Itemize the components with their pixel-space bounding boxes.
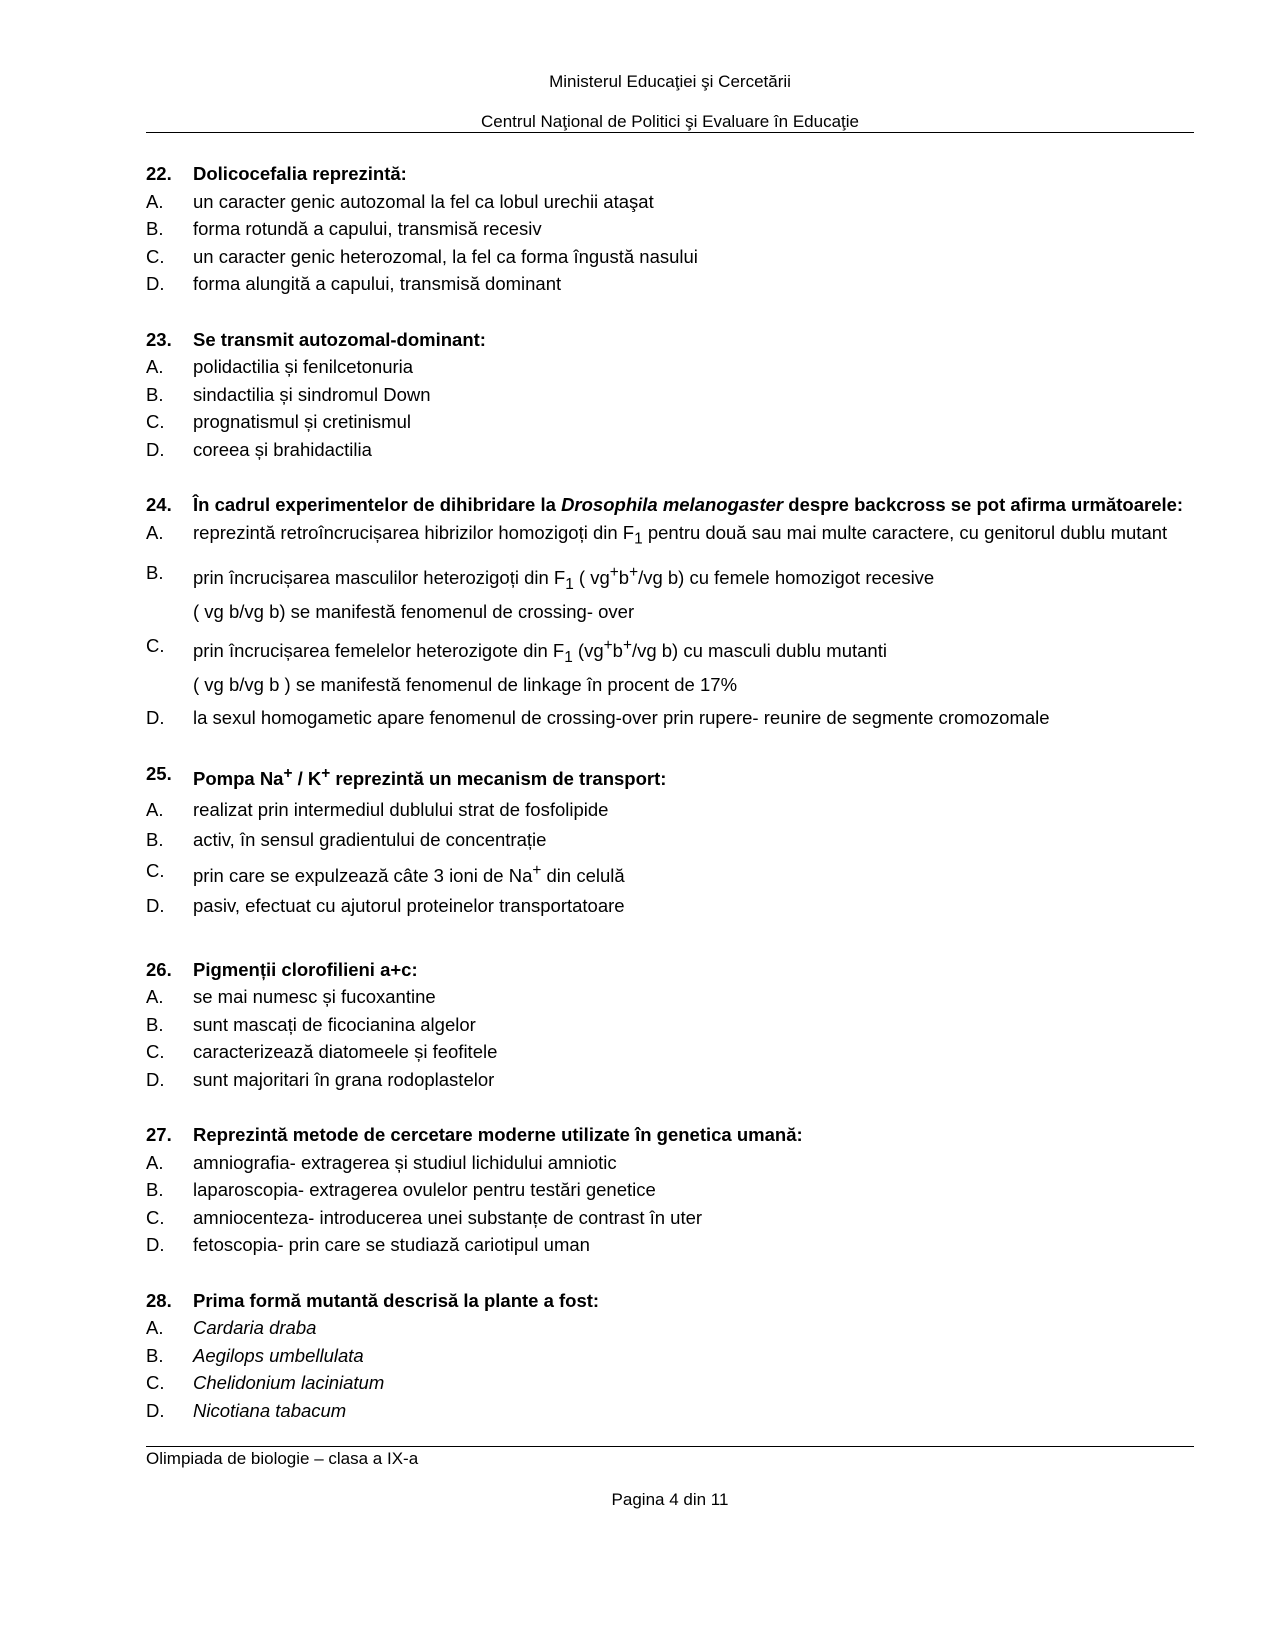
option-text: sunt mascați de ficocianina algelor <box>193 1013 476 1035</box>
question-text-end: despre backcross se pot afirma următoarele: <box>783 494 1184 515</box>
question-list <box>146 160 1194 1452</box>
question-number: 22. <box>146 163 172 184</box>
option-d <box>146 704 1194 732</box>
question-28 <box>146 1287 1194 1425</box>
option-a <box>146 1149 1194 1177</box>
question-text-start: Pompa Na <box>193 768 284 790</box>
page-number: Pagina 4 din 11 <box>611 1490 729 1509</box>
question-25 <box>146 760 1194 920</box>
superscript-plus: + <box>283 764 293 782</box>
question-27 <box>146 1121 1194 1259</box>
option-text-end: din celulă <box>541 864 625 886</box>
option-letter: C. <box>146 1372 165 1394</box>
subscript: 1 <box>565 575 574 593</box>
option-letter: B. <box>146 383 164 405</box>
option-text: sindactilia și sindromul Down <box>193 383 431 405</box>
question-number: 23. <box>146 328 172 350</box>
superscript-plus: + <box>321 764 331 782</box>
option-a <box>146 519 1194 553</box>
question-number: 27. <box>146 1124 172 1146</box>
option-letter: D. <box>146 273 165 294</box>
option-letter: A. <box>146 1151 164 1173</box>
option-text-start: prin care se expulzează câte 3 ioni de Na <box>193 864 533 886</box>
option-a <box>146 983 1194 1011</box>
genotype-part: ( vg <box>573 566 610 588</box>
option-letter: A. <box>146 521 164 543</box>
subscript: 1 <box>634 530 643 548</box>
option-text-start: prin încrucișarea femelelor heterozigote din F <box>193 639 565 661</box>
species-name: Drosophila melanogaster <box>561 494 784 515</box>
option-letter: B. <box>146 1344 164 1366</box>
option-text-line2: ( vg b/vg b ) se manifestă fenomenul de linkage în procent de 17% <box>193 673 738 695</box>
subscript: 1 <box>564 648 573 666</box>
option-d <box>146 1397 1194 1425</box>
question-text: Dolicocefalia reprezintă: <box>193 163 407 184</box>
question-text-mid: / K <box>292 768 322 790</box>
option-text: Nicotiana tabacum <box>193 1399 347 1421</box>
option-text: forma alungită a capului, transmisă dominant <box>193 273 562 294</box>
option-d <box>146 1066 1194 1094</box>
genotype-part: /vg b) cu masculi dublu mutanti <box>631 639 887 661</box>
question-text-start: În cadrul experimentelor de dihibridare la <box>193 494 562 515</box>
genotype-part: b <box>612 639 623 661</box>
option-c <box>146 243 1194 271</box>
option-text: la sexul homogametic apare fenomenul de crossing-over prin rupere- reunire de segmente cromozomale <box>193 707 1050 729</box>
option-c <box>146 1369 1194 1397</box>
option-b <box>146 381 1194 409</box>
genotype-part: b <box>618 566 630 588</box>
option-a <box>146 796 1194 824</box>
superscript-plus: + <box>629 563 639 581</box>
question-text <box>193 491 1194 519</box>
option-letter: A. <box>146 986 164 1008</box>
footer-rule <box>146 1446 1194 1447</box>
option-c <box>146 857 1194 890</box>
option-text: polidactilia și fenilcetonuria <box>193 356 414 377</box>
option-letter: B. <box>146 1179 164 1201</box>
option-letter: D. <box>146 1068 165 1090</box>
option-text <box>193 559 1194 626</box>
option-b <box>146 1176 1194 1204</box>
question-23 <box>146 326 1194 464</box>
option-letter: C. <box>146 1206 165 1228</box>
option-text: un caracter genic autozomal la fel ca lobul urechii ataşat <box>193 190 654 212</box>
option-text: amniocenteza- introducerea unei substanțe de contrast în uter <box>193 1206 703 1228</box>
option-text: forma rotundă a capului, transmisă recesiv <box>193 218 542 239</box>
question-text: Reprezintă metode de cercetare moderne utilizate în genetica umană: <box>193 1124 803 1146</box>
option-text: coreea și brahidactilia <box>193 438 372 460</box>
option-letter: D. <box>146 895 165 917</box>
genotype-part: (vg <box>572 639 604 661</box>
question-text: Pigmenții clorofilieni a+c: <box>193 958 418 980</box>
question-number: 26. <box>146 958 172 980</box>
question-text-end: reprezintă un mecanism de transport: <box>330 768 667 790</box>
option-d <box>146 270 1194 298</box>
option-a <box>146 353 1194 381</box>
question-number: 24. <box>146 494 172 515</box>
option-text: amniografia- extragerea și studiul lichidului amniotic <box>193 1151 617 1173</box>
option-letter: B. <box>146 1013 164 1035</box>
option-letter: C. <box>146 411 165 432</box>
option-d <box>146 892 1194 920</box>
option-text: Chelidonium laciniatum <box>193 1372 385 1394</box>
option-a <box>146 1314 1194 1342</box>
option-text: pasiv, efectuat cu ajutorul proteinelor transportatoare <box>193 895 625 917</box>
option-letter: A. <box>146 356 164 377</box>
option-letter: D. <box>146 1399 165 1421</box>
option-c <box>146 1038 1194 1066</box>
option-text <box>193 857 1194 890</box>
option-b <box>146 559 1194 626</box>
question-text <box>193 760 1194 793</box>
option-b <box>146 826 1194 854</box>
option-letter: B. <box>146 829 164 851</box>
option-c <box>146 1204 1194 1232</box>
option-text <box>193 519 1194 553</box>
superscript-plus: + <box>622 636 632 654</box>
option-letter: C. <box>146 859 165 881</box>
option-b <box>146 1011 1194 1039</box>
option-d <box>146 1231 1194 1259</box>
superscript-plus: + <box>532 861 542 879</box>
option-text: caracterizează diatomeele și feofitele <box>193 1041 498 1063</box>
option-text: un caracter genic heterozomal, la fel ca forma îngustă nasului <box>193 245 698 267</box>
option-text-start: reprezintă retroîncrucișarea hibrizilor homozigoți din F <box>193 521 635 543</box>
option-text: activ, în sensul gradientului de concentrație <box>193 829 547 851</box>
question-26 <box>146 956 1194 1094</box>
option-text: se mai numesc și fucoxantine <box>193 986 436 1008</box>
option-c <box>146 408 1194 436</box>
footer-title: Olimpiada de biologie – clasa a IX-a <box>146 1449 419 1468</box>
option-letter: A. <box>146 798 164 820</box>
option-letter: A. <box>146 1317 164 1339</box>
option-text <box>193 632 1194 699</box>
header-rule <box>146 132 1194 133</box>
question-text: Se transmit autozomal-dominant: <box>193 328 486 350</box>
question-number: 25. <box>146 762 172 784</box>
option-letter: B. <box>146 561 164 583</box>
option-d <box>146 436 1194 464</box>
option-text-start: prin încrucișarea masculilor heterozigoți din F <box>193 566 566 588</box>
option-text-line2: ( vg b/vg b) se manifestă fenomenul de crossing- over <box>193 601 635 623</box>
option-text: prognatismul și cretinismul <box>193 411 411 432</box>
header-center: Centrul Naţional de Politici şi Evaluare în Educaţie <box>481 112 859 131</box>
option-c <box>146 632 1194 699</box>
option-letter: A. <box>146 190 164 212</box>
option-letter: C. <box>146 634 165 656</box>
option-text: realizat prin intermediul dublului strat de fosfolipide <box>193 798 609 820</box>
option-letter: C. <box>146 245 165 267</box>
option-text: sunt majoritari în grana rodoplastelor <box>193 1068 495 1090</box>
genotype-part: /vg b) cu femele homozigot recesive <box>638 566 935 588</box>
option-letter: C. <box>146 1041 165 1063</box>
header-ministry: Ministerul Educaţiei şi Cercetării <box>549 72 791 91</box>
option-b <box>146 1342 1194 1370</box>
question-text: Prima formă mutantă descrisă la plante a fost: <box>193 1289 600 1311</box>
question-number: 28. <box>146 1289 172 1311</box>
question-24 <box>146 491 1194 732</box>
option-letter: D. <box>146 1234 165 1256</box>
option-text-end: pentru două sau mai multe caractere, cu genitorul dublu mutant <box>642 521 1168 543</box>
option-text: Aegilops umbellulata <box>193 1344 364 1366</box>
option-letter: B. <box>146 218 164 239</box>
option-a <box>146 188 1194 216</box>
option-letter: D. <box>146 707 165 729</box>
option-text: laparoscopia- extragerea ovulelor pentru testări genetice <box>193 1179 656 1201</box>
option-text: Cardaria draba <box>193 1317 317 1339</box>
option-text: fetoscopia- prin care se studiază cariotipul uman <box>193 1234 590 1256</box>
option-b <box>146 215 1194 243</box>
question-22 <box>146 160 1194 298</box>
superscript-plus: + <box>603 636 613 654</box>
superscript-plus: + <box>609 563 619 581</box>
option-letter: D. <box>146 438 165 460</box>
